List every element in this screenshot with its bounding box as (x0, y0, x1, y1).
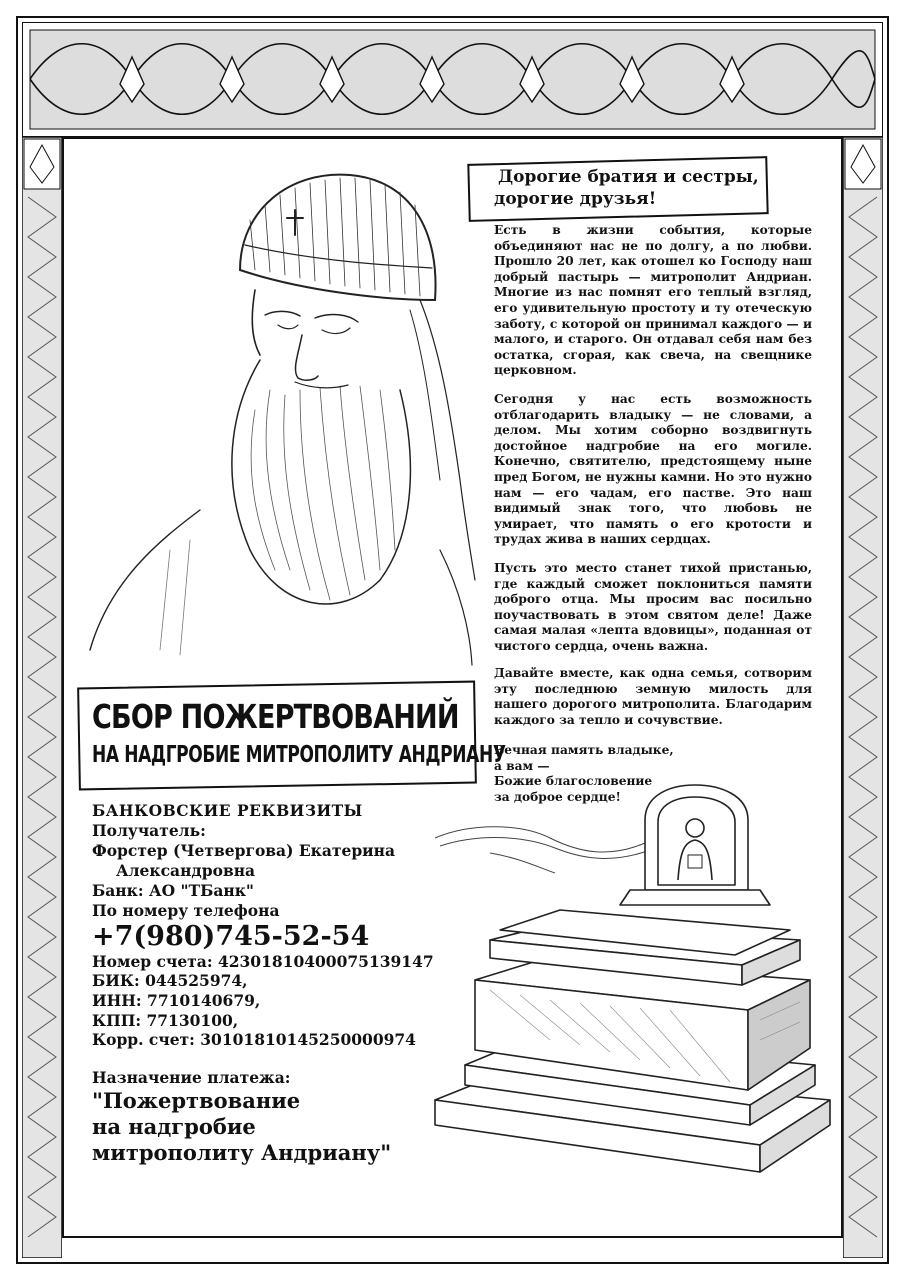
payment-purpose: "Пожертвование на надгробие митрополиту Андриану" (92, 1088, 392, 1165)
phone-number: +7(980)745-52-54 (92, 921, 370, 952)
closing-line-4: за доброе сердце! (494, 789, 621, 804)
ornament-left-band (22, 137, 62, 1258)
kpp: КПП: 77130100, (92, 1011, 239, 1030)
correspondent-account: Корр. счет: 30101810145250000974 (92, 1030, 416, 1049)
page-subtitle: НА НАДГРОБИЕ МИТРОПОЛИТУ АНДРИАНУ (92, 742, 506, 768)
portrait-sketch-icon (80, 150, 480, 670)
page-title: СБОР ПОЖЕРТВОВАНИЙ (92, 697, 459, 736)
bank-heading: БАНКОВСКИЕ РЕКВИЗИТЫ (92, 801, 363, 820)
closing-line-2: а вам — (494, 758, 550, 773)
tombstone-sketch-icon (430, 780, 850, 1180)
recipient-label: Получатель: (92, 821, 206, 840)
recipient-name-2: Александровна (116, 861, 256, 880)
closing-line-3: Божие благословение (494, 774, 653, 789)
paragraph-2: Сегодня у нас есть возможность отблагодарить владыку — не словами, а делом. Мы хотим соборно воздвигнуть достойное надгробие на его могиле. Конечно, святителю, предстоящему ныне пред Богом, не нужны камни. Но это нужно нам — его чадам, его пастве. Это наш видимый знак того, что любовь не умирает, что память о его кротости и трудах жива в наших сердцах. (494, 392, 812, 547)
payment-purpose-label: Назначение платежа: (92, 1068, 291, 1087)
paragraph-3: Пусть это место станет тихой пристанью, где каждый сможет поклониться памяти доброго отца. Мы просим вас посильно поучаствовать в этом святом деле! Даже самая малая «лепта вдовицы», поданная от чистого сердца, очень важна. (494, 561, 812, 653)
bank-name: Банк: АО "ТБанк" (92, 881, 254, 900)
bik: БИК: 044525974, (92, 971, 248, 990)
paragraph-4: Давайте вместе, как одна семья, сотворим эту последнюю земную милость для нашего дорогого митрополита. Благодарим каждого за тепло и сочувствие. (494, 666, 812, 727)
ornament-top-band (22, 22, 883, 137)
by-phone-label: По номеру телефона (92, 901, 280, 920)
greeting-line-1: Дорогие братия и сестры, (498, 167, 759, 187)
greeting-line-2: дорогие друзья! (494, 189, 657, 209)
paragraph-1: Есть в жизни события, которые объединяют нас не по долгу, а по любви. Прошло 20 лет, как отошел ко Господу наш добрый пастырь — митрополит Андриан. Многие из нас помнят его теплый взгляд, его удивительную простоту и ту отеческую заботу, с которой он принимал каждого — и малого, и старого. Он отдавал себя нам без остатка, сгорая, как свеча, на свещнике церковном. (494, 223, 812, 378)
account-number: Номер счета: 42301810400075139147 (92, 952, 434, 971)
recipient-name-1: Форстер (Четвергова) Екатерина (92, 841, 396, 860)
closing-line-1: Вечная память владыке, (494, 743, 674, 757)
inn: ИНН: 7710140679, (92, 991, 261, 1010)
